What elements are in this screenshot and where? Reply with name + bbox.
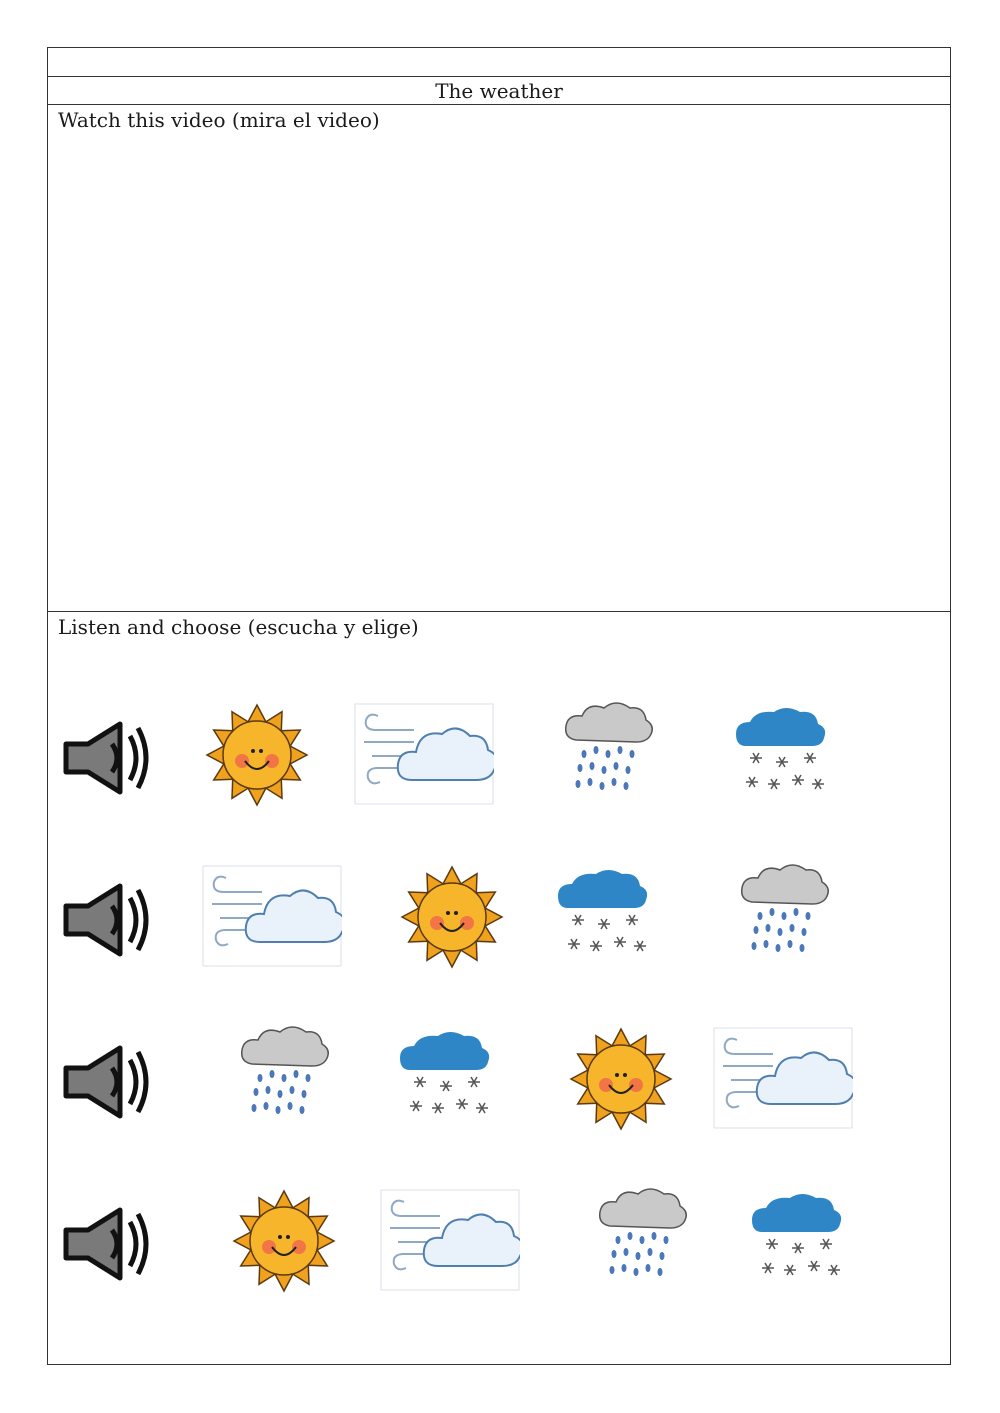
option-wind-icon[interactable] <box>354 700 494 810</box>
blank-header-row <box>48 48 950 77</box>
option-snow-icon[interactable] <box>728 1186 868 1296</box>
question-row-2 <box>48 862 950 972</box>
worksheet-table <box>47 47 951 1365</box>
wind-icon <box>380 1186 520 1296</box>
option-sun-icon[interactable] <box>187 700 327 810</box>
sun-icon <box>551 1024 691 1134</box>
option-sun-icon[interactable] <box>382 862 522 972</box>
snow-icon <box>728 1186 868 1296</box>
question-row-3 <box>48 1024 950 1134</box>
rain-icon <box>536 700 676 810</box>
listen-instruction: Listen and choose (escucha y elige) <box>58 615 419 639</box>
option-wind-icon[interactable] <box>380 1186 520 1296</box>
rain-icon <box>212 1024 352 1134</box>
rain-icon <box>570 1186 710 1296</box>
option-rain-icon[interactable] <box>570 1186 710 1296</box>
sun-icon <box>214 1186 354 1296</box>
option-rain-icon[interactable] <box>212 1024 352 1134</box>
speaker-icon[interactable] <box>62 1042 152 1122</box>
video-instruction: Watch this video (mira el video) <box>58 108 380 132</box>
snow-icon <box>376 1024 516 1134</box>
rain-icon <box>712 862 852 972</box>
wind-icon <box>202 862 342 972</box>
sun-icon <box>382 862 522 972</box>
speaker-icon[interactable] <box>62 718 152 798</box>
listen-section <box>48 612 950 1364</box>
option-rain-icon[interactable] <box>536 700 676 810</box>
sun-icon <box>187 700 327 810</box>
option-sun-icon[interactable] <box>551 1024 691 1134</box>
worksheet-title: The weather <box>48 77 950 105</box>
option-snow-icon[interactable] <box>376 1024 516 1134</box>
option-snow-icon[interactable] <box>534 862 674 972</box>
wind-icon <box>713 1024 853 1134</box>
question-row-1 <box>48 700 950 810</box>
speaker-icon[interactable] <box>62 1204 152 1284</box>
speaker-icon[interactable] <box>62 880 152 960</box>
snow-icon <box>712 700 852 810</box>
option-snow-icon[interactable] <box>712 700 852 810</box>
snow-icon <box>534 862 674 972</box>
option-wind-icon[interactable] <box>202 862 342 972</box>
option-wind-icon[interactable] <box>713 1024 853 1134</box>
video-placeholder[interactable] <box>58 141 938 601</box>
question-row-4 <box>48 1186 950 1296</box>
option-sun-icon[interactable] <box>214 1186 354 1296</box>
option-rain-icon[interactable] <box>712 862 852 972</box>
wind-icon <box>354 700 494 810</box>
video-section <box>48 105 950 612</box>
